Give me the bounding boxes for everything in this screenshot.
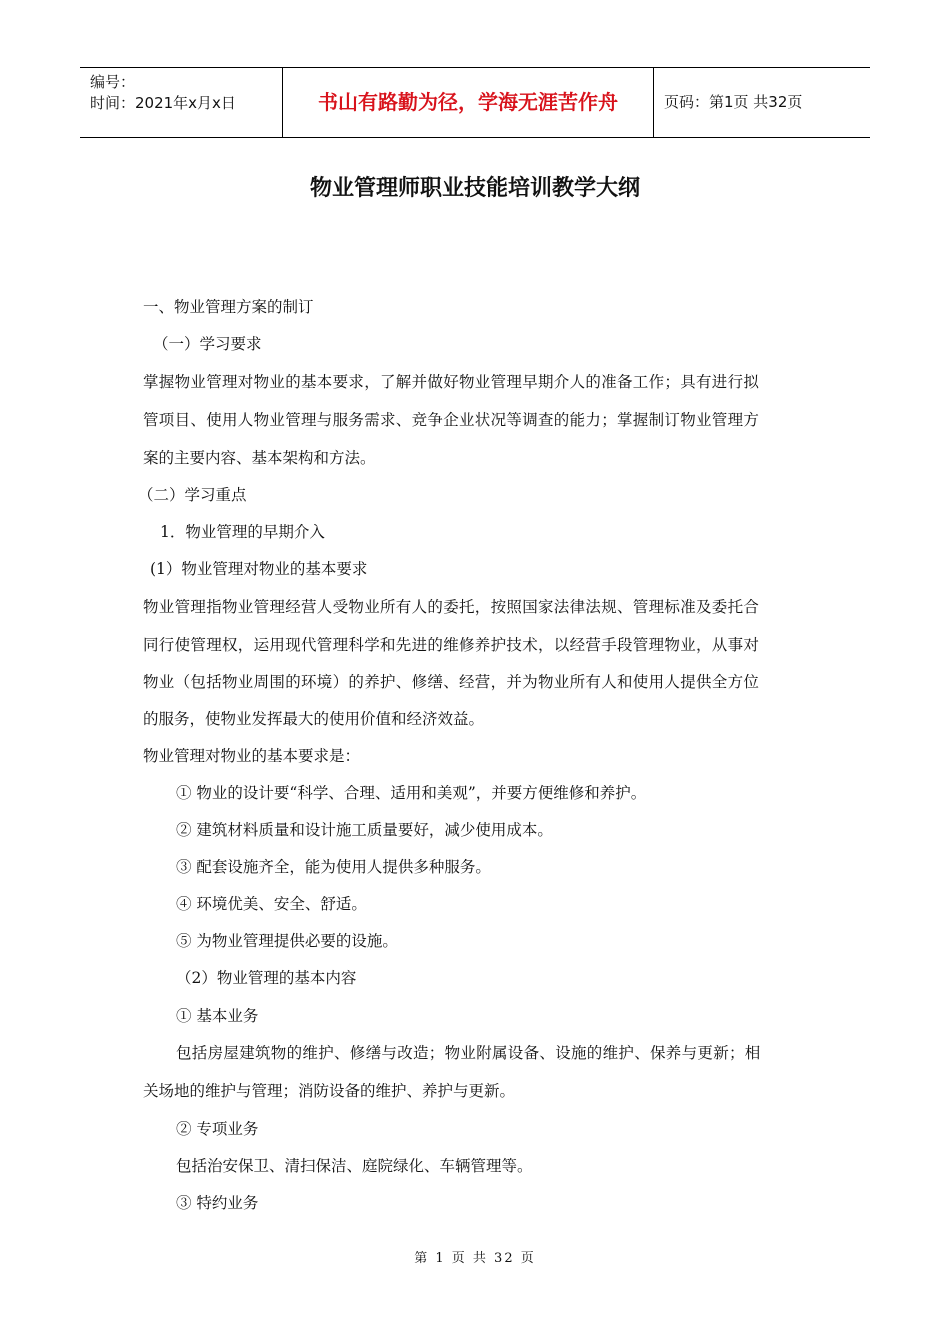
document-title: 物业管理师职业技能培训教学大纲: [309, 176, 640, 201]
body-line: 同行使管理权，运用现代管理科学和先进的维修养护技术，以经营手段管理物业，从事对: [143, 636, 760, 654]
subsection-heading: （一）学习要求: [153, 335, 262, 353]
list-item: ① 物业的设计要“科学、合理、适用和美观”，并要方便维修和养护。: [176, 784, 647, 802]
section-heading: 一、物业管理方案的制订: [143, 298, 314, 316]
numbered-heading: (1）物业管理对物业的基本要求: [150, 560, 368, 578]
subsection-heading: （二）学习重点: [138, 486, 247, 504]
list-item: ③ 配套设施齐全，能为使用人提供多种服务。: [176, 858, 491, 876]
list-item: ⑤ 为物业管理提供必要的设施。: [176, 932, 398, 950]
body-line: 物业管理指物业管理经营人受物业所有人的委托，按照国家法律法规、管理标准及委托合: [143, 598, 760, 616]
list-item: ② 专项业务: [176, 1120, 259, 1138]
document-header: [80, 67, 870, 138]
body-line: 包括治安保卫、清扫保洁、庭院绿化、车辆管理等。: [176, 1157, 533, 1175]
number-label: 编号：: [90, 73, 136, 91]
body-line: 包括房屋建筑物的维护、修缮与改造；物业附属设备、设施的维护、保养与更新；相: [176, 1044, 761, 1062]
body-line: 管项目、使用人物业管理与服务需求、竞争企业状况等调查的能力；掌握制订物业管理方: [143, 411, 760, 429]
numbered-heading: 1．物业管理的早期介入: [160, 523, 325, 541]
header-meta-cell: [80, 68, 282, 137]
body-line: 案的主要内容、基本架构和方法。: [143, 449, 376, 467]
list-item: ④ 环境优美、安全、舒适。: [176, 895, 367, 913]
body-line: 掌握物业管理对物业的基本要求，了解并做好物业管理早期介人的准备工作；具有进行拟: [143, 373, 760, 391]
time-label: 时间：2021年x月x日: [90, 94, 236, 112]
body-line: 物业（包括物业周围的环境）的养护、修缮、经营，并为物业所有人和使用人提供全方位: [143, 673, 760, 691]
header-page-label: 页码：第1页 共32页: [664, 93, 803, 111]
body-line: 关场地的维护与管理；消防设备的维护、养护与更新。: [143, 1082, 516, 1100]
page-footer: 第 1 页 共 32 页: [414, 1251, 536, 1266]
header-motto: 书山有路勤为径，学海无涯苦作舟: [282, 68, 654, 137]
list-item: ① 基本业务: [176, 1007, 259, 1025]
body-line: 的服务，使物业发挥最大的使用价值和经济效益。: [143, 710, 485, 728]
list-item: ② 建筑材料质量和设计施工质量要好，减少使用成本。: [176, 821, 553, 839]
list-item: ③ 特约业务: [176, 1194, 259, 1212]
numbered-heading: （2）物业管理的基本内容: [176, 969, 357, 987]
body-line: 物业管理对物业的基本要求是：: [143, 747, 361, 765]
